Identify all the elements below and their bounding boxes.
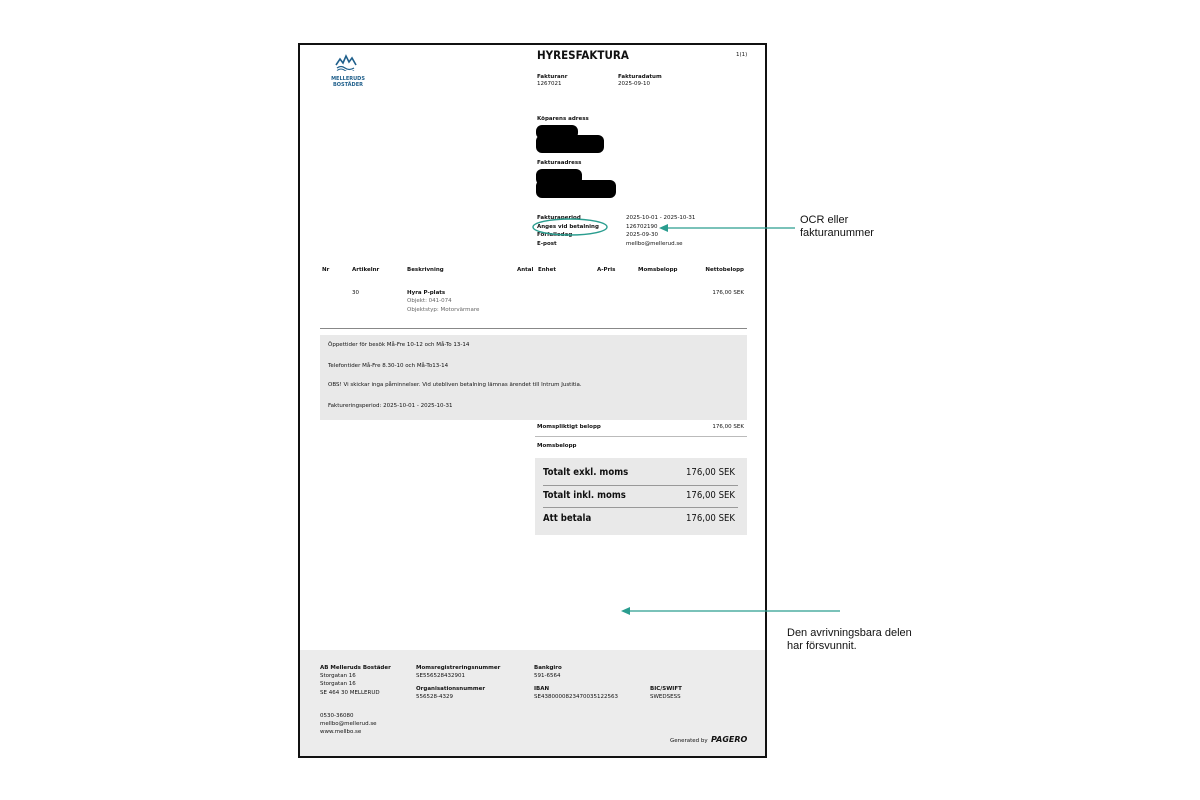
- tear-arrow-head: [621, 607, 630, 615]
- table-header-description: Beskrivning: [407, 267, 444, 273]
- footer-iban-label: IBAN: [534, 686, 550, 692]
- row-description: Hyra P-plats: [407, 290, 446, 296]
- footer-iban-value: SE4380000823470035122563: [534, 694, 618, 700]
- invoice-address-label: Fakturaadress: [537, 160, 582, 166]
- table-header-price: A-Pris: [597, 267, 616, 273]
- footer-vatreg-label: Momsregistreringsnummer: [416, 665, 501, 671]
- meta-label: Fakturaperiod: [537, 215, 581, 221]
- invoice-date-label: Fakturadatum: [618, 74, 662, 80]
- logo-text: MELLERUDS BOSTÄDER: [331, 76, 365, 88]
- footer-company: AB Melleruds Bostäder: [320, 665, 391, 671]
- meta-label: E-post: [537, 241, 557, 247]
- taxable-amount-value: 176,00 SEK: [712, 424, 744, 430]
- table-header-vat: Momsbelopp: [638, 267, 678, 273]
- footer-website: www.mellbo.se: [320, 729, 362, 735]
- footer-org-value: 556528-4329: [416, 694, 453, 700]
- total-excl-vat-label: Totalt exkl. moms: [543, 467, 629, 478]
- footer-address-2: Storgatan 16: [320, 681, 356, 687]
- meta-value: 2025-10-01 - 2025-10-31: [626, 215, 696, 221]
- meta-label: Förfallodag: [537, 232, 573, 238]
- footer-org-label: Organisationsnummer: [416, 686, 486, 692]
- footer-address-3: SE 464 30 MELLERUD: [320, 690, 380, 696]
- invoice-number-label: Fakturanr: [537, 74, 568, 80]
- amount-to-pay-label: Att betala: [543, 513, 592, 524]
- vat-amount-label: Momsbelopp: [537, 443, 577, 449]
- meta-label: Anges vid betalning: [537, 224, 599, 230]
- row-object-type: Objektstyp: Motorvärmare: [407, 307, 480, 313]
- ocr-arrow-head: [659, 224, 668, 232]
- note-billing-period: Faktureringsperiod: 2025-10-01 - 2025-10-31: [328, 403, 453, 409]
- footer-address-1: Storgatan 16: [320, 673, 356, 679]
- note-opening-hours: Öppettider för besök Må-Fre 10-12 och Må-To 13-14: [328, 342, 470, 348]
- invoice-title: HYRESFAKTURA: [537, 48, 629, 62]
- table-header-unit: Enhet: [538, 267, 556, 273]
- footer-bic-label: BIC/SWIFT: [650, 686, 682, 692]
- footer-bankgiro-value: 591-6564: [534, 673, 561, 679]
- table-header-article: Artikelnr: [352, 267, 380, 273]
- note-phone-hours: Telefontider Må-Fre 8.30-10 och Må-To13-14: [328, 363, 449, 369]
- meta-value: mellbo@mellerud.se: [626, 241, 683, 247]
- generated-by: Generated by: [670, 738, 708, 744]
- tear-off-annotation: Den avrivningsbara delen har försvunnit.: [787, 627, 912, 652]
- footer-phone: 0530-36080: [320, 713, 354, 719]
- page-number: 1(1): [736, 52, 748, 58]
- note-reminders: OBS! Vi skickar inga påminnelser. Vid utebliven betalning lämnas ärendet till Intrum Justitia.: [328, 382, 582, 388]
- ocr-annotation: OCR eller fakturanummer: [800, 214, 874, 239]
- row-article: 30: [352, 290, 359, 296]
- footer-bankgiro-label: Bankgiro: [534, 665, 562, 671]
- total-excl-vat-value: 176,00 SEK: [685, 467, 735, 478]
- row-net: 176,00 SEK: [712, 290, 744, 296]
- table-header-nr: Nr: [322, 267, 330, 273]
- buyer-address-label: Köparens adress: [537, 116, 589, 122]
- taxable-amount-label: Momspliktigt belopp: [537, 424, 601, 430]
- table-header-net: Nettobelopp: [705, 267, 744, 273]
- invoice-number-value: 1267021: [537, 81, 562, 87]
- total-incl-vat-value: 176,00 SEK: [685, 490, 735, 501]
- pagero-logo: PAGERO: [711, 735, 748, 744]
- footer-email: mellbo@mellerud.se: [320, 721, 377, 727]
- total-incl-vat-label: Totalt inkl. moms: [543, 490, 626, 501]
- invoice-date-value: 2025-09-10: [618, 81, 650, 87]
- row-object: Objekt: 041-074: [407, 298, 452, 304]
- table-header-quantity: Antal: [517, 267, 534, 273]
- meta-value: 2025-09-30: [626, 232, 658, 238]
- amount-to-pay-value: 176,00 SEK: [685, 513, 735, 524]
- footer-bic-value: SWEDSESS: [650, 694, 681, 700]
- meta-value: 126702190: [626, 224, 658, 230]
- footer-vatreg-value: SE556528432901: [416, 673, 465, 679]
- highlight-ellipse: [533, 219, 607, 235]
